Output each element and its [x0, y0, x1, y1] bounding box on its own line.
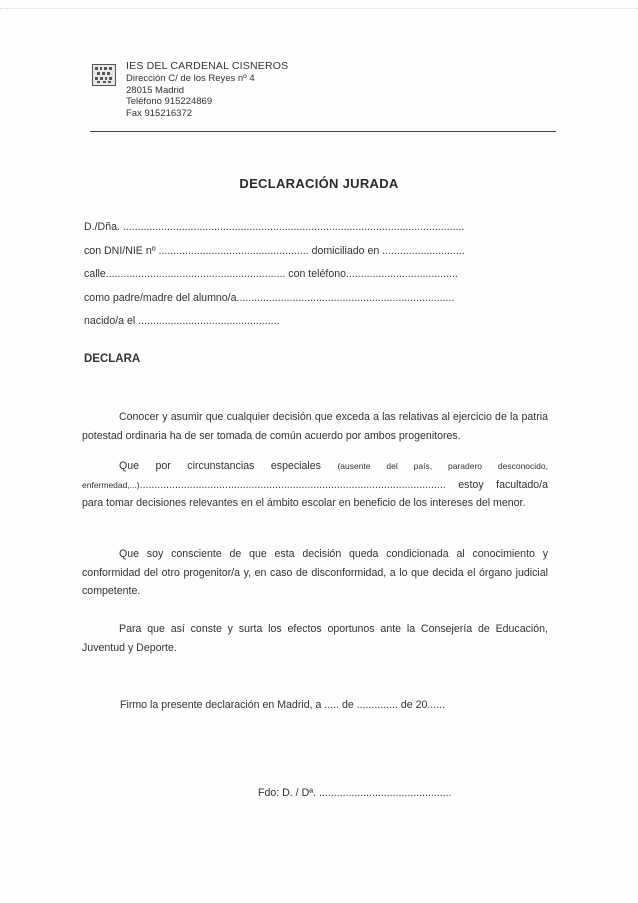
scan-edge-line [0, 8, 638, 9]
paragraph-2-start: Que por circunstancias especiales [119, 460, 338, 472]
name-field-line: D./Dña. .................................................................................................................... [84, 221, 465, 233]
paragraph-2-text [82, 457, 548, 513]
declara-heading: DECLARA [84, 353, 141, 365]
header-divider [90, 131, 556, 132]
street-phone-field-line: calle............................................................. con teléfono...................................... [84, 268, 458, 280]
signing-date-line: Firmo la presente declaración en Madrid, a ..... de .............. de 20...... [120, 699, 446, 711]
declaration-paragraph-4 [82, 620, 548, 657]
signature-line: Fdo: D. / Dª. ............................................. [258, 787, 452, 799]
school-name: IES DEL CARDENAL CISNEROS [126, 60, 289, 72]
declaration-paragraph-2 [82, 457, 548, 513]
school-logo-icon [92, 64, 116, 86]
dni-address-field-line: con DNI/NIE nº ................................................... domiciliado en ............................ [84, 244, 465, 257]
declaration-paragraph-1 [82, 408, 548, 445]
document-title: DECLARACIÓN JURADA [239, 176, 399, 191]
circumstances-note: (ausente del país, paradero desconocido, enfermedad,...) [82, 461, 548, 490]
paragraph-1-text: Conocer y asumir que cualquier decisión que exceda a las relativas al ejercicio de la patria potestad ordinaria ha de ser tomada de común acuerdo por ambos progenitores. [82, 411, 548, 442]
personal-data-fields [84, 219, 546, 337]
declaration-paragraph-3 [82, 545, 548, 601]
paragraph-2-end: estoy facultado/a para tomar decisiones relevantes en el ámbito escolar en beneficio de los intereses del menor. [82, 478, 548, 509]
school-postal-city: 28015 Madrid [126, 84, 185, 96]
circumstances-blank: ........................................................................................................ [139, 478, 446, 491]
birthdate-field-line: nacido/a el ................................................ [84, 315, 280, 327]
school-fax: Fax 915216372 [126, 108, 193, 120]
school-phone: Teléfono 915224869 [126, 96, 213, 108]
school-letterhead [126, 61, 288, 120]
student-field-line: como padre/madre del alumno/a.......................................................................... [84, 291, 455, 304]
paragraph-3-text: Que soy consciente de que esta decisión queda condicionada al conocimiento y conformidad del otro progenitor/a y, en caso de disconformidad, a lo que decida el órgano judicial competente. [82, 548, 548, 597]
paragraph-4-text: Para que así conste y surta los efectos oportunos ante la Consejería de Educación, Juventud y Deporte. [82, 623, 548, 654]
school-address: Dirección C/ de los Reyes nº 4 [126, 72, 255, 84]
